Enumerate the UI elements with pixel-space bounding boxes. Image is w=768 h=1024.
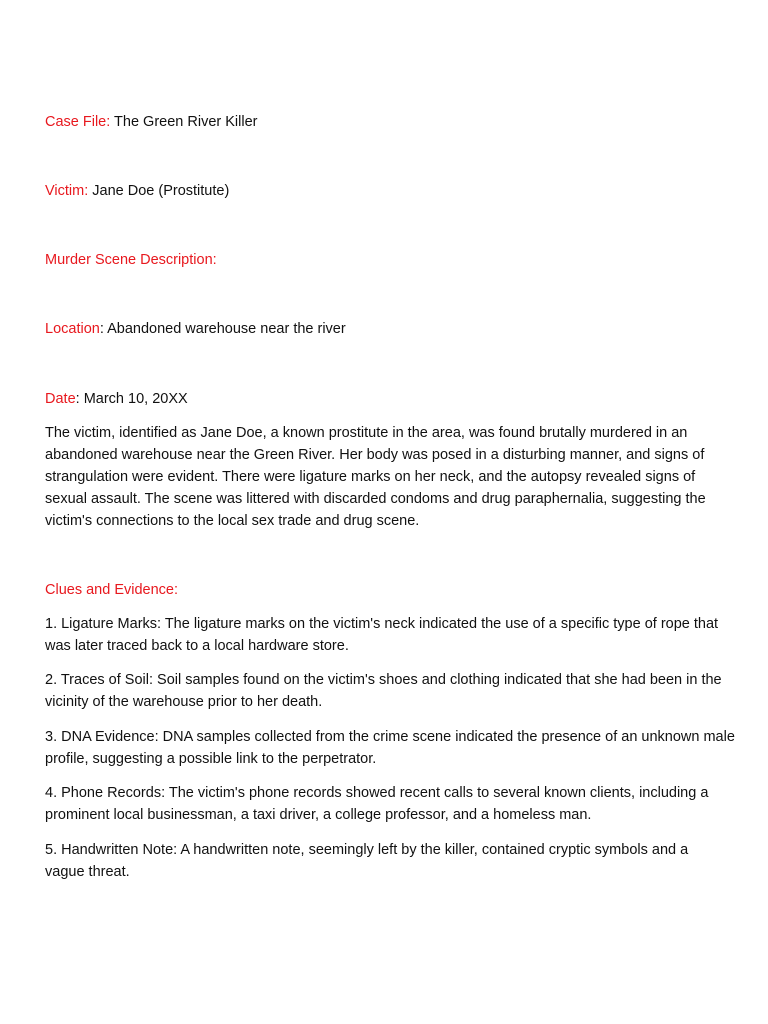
clue-line: vague threat. <box>45 864 130 880</box>
description-line: victim's connections to the local sex trade and drug scene. <box>45 513 420 529</box>
clues-heading: Clues and Evidence: <box>45 582 178 598</box>
victim-label: Victim: <box>45 183 89 199</box>
victim-value: Jane Doe (Prostitute) <box>88 183 230 199</box>
clue-line: 3. DNA Evidence: DNA samples collected from the crime scene indicated the presence of an unknown male <box>45 729 735 745</box>
clue-line: 1. Ligature Marks: The ligature marks on the victim's neck indicated the use of a specific type of rope that <box>45 616 719 632</box>
clue-item-1 <box>45 613 725 657</box>
case-file-value: The Green River Killer <box>110 114 258 130</box>
clues-heading-line <box>45 579 725 601</box>
clue-item-4 <box>45 782 725 826</box>
description-line: abandoned warehouse near the Green River. Her body was posed in a disturbing manner, and signs of <box>45 447 705 463</box>
date-value: : March 10, 20XX <box>75 391 188 407</box>
victim-line <box>45 180 725 202</box>
case-file-line <box>45 111 725 133</box>
date-line <box>45 388 725 410</box>
clue-item-5 <box>45 839 725 883</box>
clue-line: profile, suggesting a possible link to the perpetrator. <box>45 751 377 767</box>
date-label: Date <box>45 391 76 407</box>
scene-description-paragraph <box>45 422 725 532</box>
location-value: : Abandoned warehouse near the river <box>99 321 346 337</box>
clue-item-2 <box>45 669 725 713</box>
description-line: strangulation were evident. There were ligature marks on her neck, and the autopsy revealed signs of <box>45 469 696 485</box>
case-file-label: Case File: <box>45 114 111 130</box>
clue-line: prominent local businessman, a taxi driver, a college professor, and a homeless man. <box>45 807 592 823</box>
description-line: sexual assault. The scene was littered with discarded condoms and drug paraphernalia, suggesting the <box>45 491 706 507</box>
murder-scene-line <box>45 249 725 271</box>
clue-item-3 <box>45 726 735 770</box>
murder-scene-label: Murder Scene Description: <box>45 252 217 268</box>
location-line <box>45 318 725 340</box>
description-line: The victim, identified as Jane Doe, a known prostitute in the area, was found brutally murdered in an <box>45 425 688 441</box>
location-label: Location <box>45 321 100 337</box>
clue-line: 2. Traces of Soil: Soil samples found on the victim's shoes and clothing indicated that she had been in the <box>45 672 722 688</box>
clue-line: 4. Phone Records: The victim's phone records showed recent calls to several known clients, including a <box>45 785 709 801</box>
clue-line: 5. Handwritten Note: A handwritten note, seemingly left by the killer, contained cryptic symbols and a <box>45 842 689 858</box>
clue-line: vicinity of the warehouse prior to her death. <box>45 694 323 710</box>
clue-line: was later traced back to a local hardware store. <box>45 638 349 654</box>
